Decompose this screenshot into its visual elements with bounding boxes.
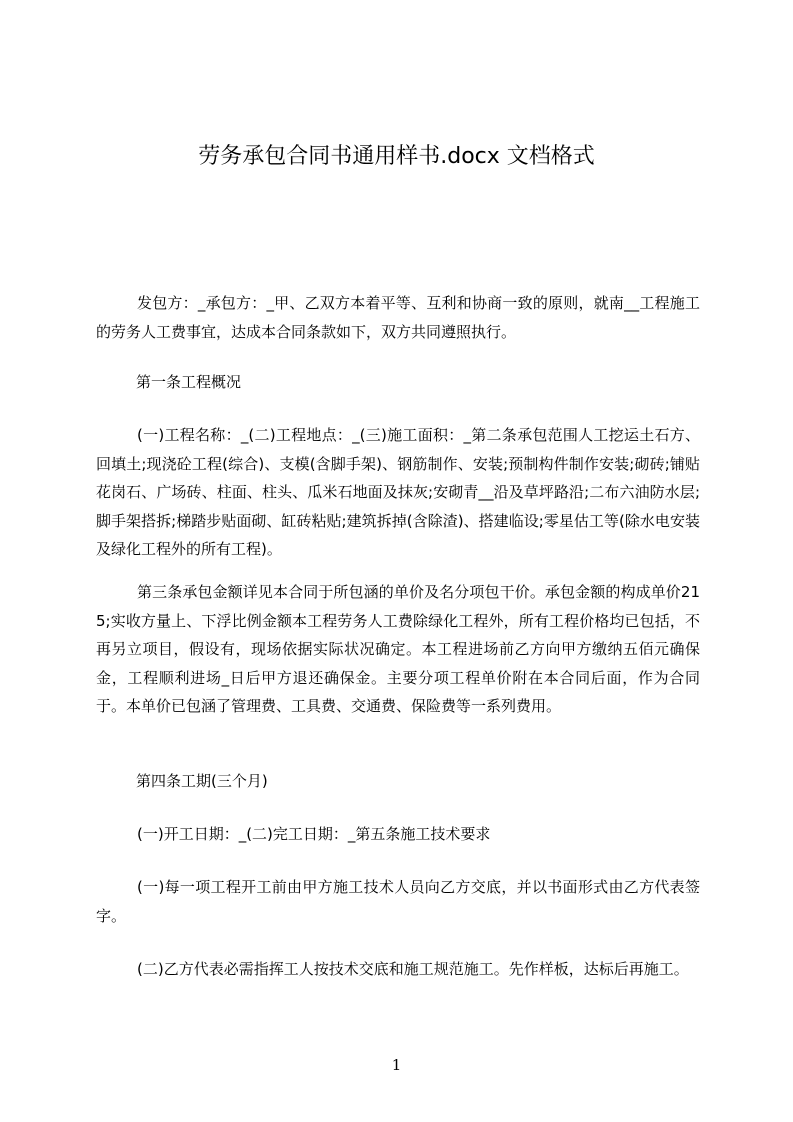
paragraph-intro: 发包方：_承包方：_甲、乙双方本着平等、互利和协商一致的原则，就南__工程施工的劳务人工费事宜，达成本合同条款如下，双方共同遵照执行。 [96, 294, 700, 341]
paragraph-contract-amount: 第三条承包金额详见本合同于所包涵的单价及名分项包干价。承包金额的构成单价215;实收方量上、下浮比例金额本工程劳务人工费除绿化工程外，所有工程价格均已包括，不再另立项目，假设有，现场依据实际状况确定。本工程进场前乙方向甲方缴纳五佰元确保金，工程顺利进场_日后甲方退还确保金。主要分项工程单价附在本合同后面，作为合同于。本单价已包涵了管理费、工具费、交通费、保险费等一系列费用。 [96, 583, 700, 715]
paragraph-technical-briefing: (一)每一项工程开工前由甲方施工技术人员向乙方交底，并以书面形式由乙方代表签字。 [96, 878, 700, 925]
paragraph-dates: (一)开工日期：_(二)完工日期：_第五条施工技术要求 [137, 825, 491, 843]
section-heading-schedule: 第四条工期(三个月) [136, 772, 268, 790]
document-title: 劳务承包合同书通用样书.docx 文档格式 [198, 144, 595, 169]
section-heading-project-overview: 第一条工程概况 [136, 373, 242, 391]
paragraph-project-details: (一)工程名称：_(二)工程地点：_(三)施工面积：_第二条承包范围人工挖运土石方、回填土;现浇砼工程(综合)、支模(含脚手架)、钢筋制作、安装;预制构件制作安装;砌砖;铺贴花岗石、广场砖、柱面、柱头、瓜米石地面及抹灰;安砌青__沿及草坪路沿;二布六油防水层;脚手架搭拆;梯踏步贴面砌、缸砖粘贴;建筑拆掉(含除渣)、搭建临设;零星估工等(除水电安装及绿化工程外的所有工程)。 [96, 426, 700, 558]
paragraph-construction-guidance: (二)乙方代表必需指挥工人按技术交底和施工规范施工。先作样板，达标后再施工。 [137, 960, 689, 978]
page-number: 1 [391, 1056, 402, 1074]
